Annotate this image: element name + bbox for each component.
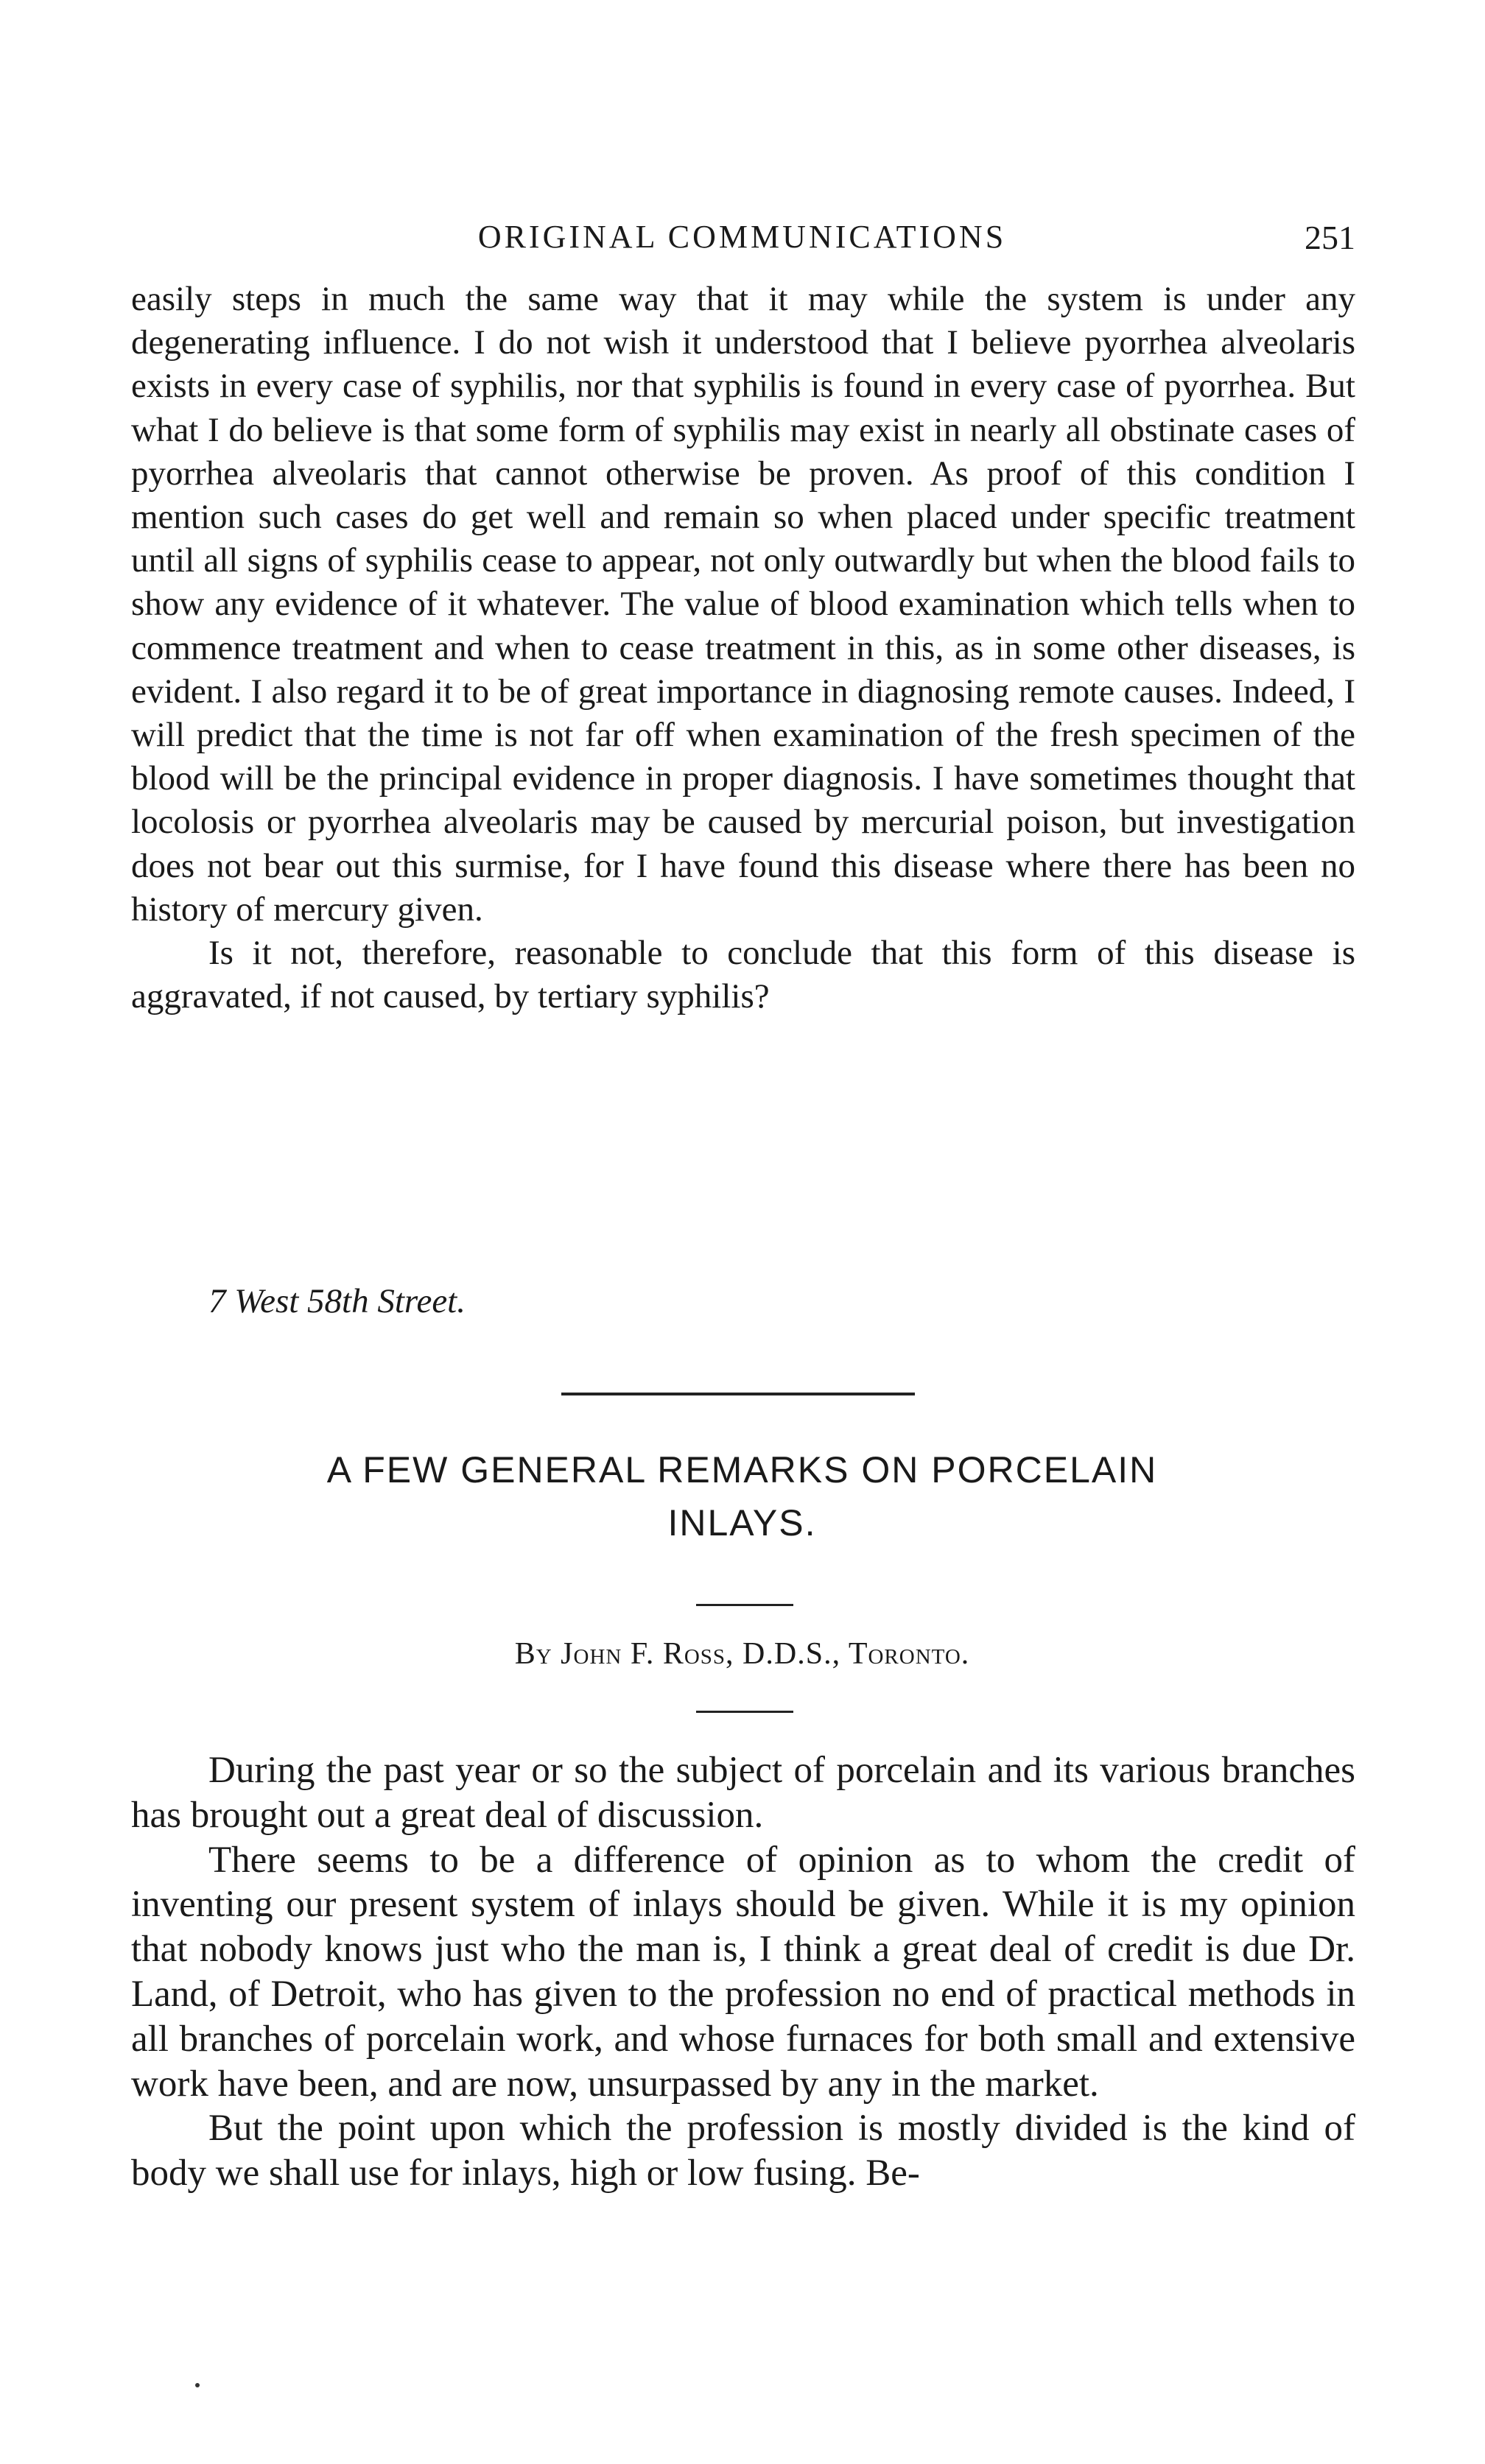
running-head xyxy=(129,218,1355,262)
continuation-paragraph: Is it not, therefore, reasonable to conclude that this form of this disease is aggravated, if not caused, by tertiary syphilis? xyxy=(131,934,1355,1016)
continuation-text xyxy=(131,278,1355,1018)
article-paragraph: There seems to be a difference of opinion as to whom the credit of inventing our present system of inlays should be given. While it is my opinion that nobody knows just who the man is, I think a great deal of credit is due Dr. Land, of Detroit, who has given to the profession no end of practical methods in all branches of porcelain work, and whose furnaces for both small and extensive work have been, and are now, unsurpassed by any in the market. xyxy=(131,1839,1355,2105)
byline: By John F. Ross, D.D.S., Toronto. xyxy=(514,1637,970,1671)
page-number: 251 xyxy=(1305,219,1355,256)
article-body xyxy=(131,1748,1355,2196)
section-divider xyxy=(561,1393,915,1395)
article-paragraph: But the point upon which the profession is mostly divided is the kind of body we shall use for inlays, high or low fusing. Be- xyxy=(131,2108,1355,2194)
continuation-paragraph: easily steps in much the same way that it may while the system is under any degenerating influence. I do not wish it understood that I believe pyorrhea alveolaris exists in every case of syphilis, nor that syphilis is found in every case of pyorrhea. But what I do believe is that some form of syphilis may exist in nearly all obstinate cases of pyorrhea alveolaris that cannot otherwise be proven. As proof of this condition I mention such cases do get well and remain so when placed under specific treatment until all signs of syphilis cease to appear, not only outwardly but when the blood fails to show any evidence of it whatever. The value of blood examination which tells when to commence treatment and when to cease treatment in this, as in some other diseases, is evident. I also regard it to be of great importance in diagnosing remote causes. Indeed, I will predict that the time is not far off when examination of the fresh specimen of the blood will be the principal evidence in proper diagnosis. I have sometimes thought that locolosis or pyorrhea alveolaris may be caused by mercurial poison, but investigation does not bear out this surmise, for I have found this disease where there has been no history of mercury given. xyxy=(131,280,1355,929)
print-speck xyxy=(195,2383,200,2387)
author-address: 7 West 58th Street. xyxy=(208,1282,466,1320)
article-title xyxy=(129,1443,1355,1549)
article-title-line: A FEW GENERAL REMARKS ON PORCELAIN xyxy=(326,1449,1158,1490)
byline-rule xyxy=(696,1711,793,1713)
title-rule xyxy=(696,1604,793,1606)
article-paragraph: During the past year or so the subject of porcelain and its various branches has brought out a great deal of discussion. xyxy=(131,1750,1355,1836)
article-title-line: INLAYS. xyxy=(667,1502,817,1543)
running-title: ORIGINAL COMMUNICATIONS xyxy=(477,219,1007,255)
